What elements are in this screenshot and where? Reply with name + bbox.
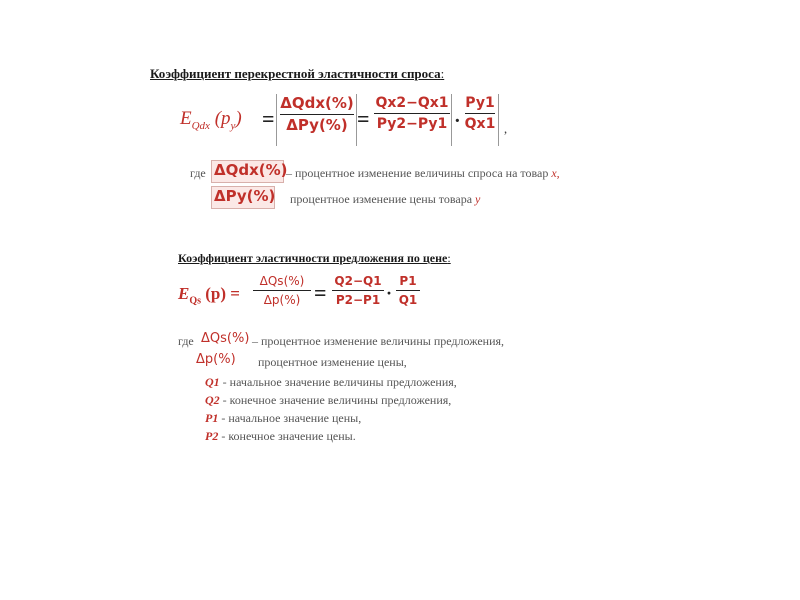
cross-desc2-var: y bbox=[475, 192, 481, 206]
supply-desc2: процентное изменение цены, bbox=[258, 355, 407, 369]
cross-desc2-text: процентное изменение цены товара bbox=[290, 192, 476, 206]
supply-heading-colon: : bbox=[447, 251, 451, 265]
supply-dot: · bbox=[386, 283, 393, 303]
supply-desc1: – процентное изменение величины предложения, bbox=[252, 334, 505, 348]
supply-f1-numerator: ΔQs(%) bbox=[259, 274, 305, 288]
supply-f3-bar bbox=[396, 290, 420, 291]
cross-term1: ΔQdx(%) bbox=[214, 161, 288, 179]
supply-f1-denominator: Δp(%) bbox=[263, 293, 301, 307]
cross-fraction-2 bbox=[374, 96, 450, 131]
cross-term2: ΔPy(%) bbox=[214, 187, 276, 205]
cross-divider-1 bbox=[276, 94, 277, 146]
cross-f1-numerator: ΔQdx(%) bbox=[280, 94, 354, 112]
supply-f2-bar bbox=[332, 290, 384, 291]
supply-fraction-3 bbox=[396, 275, 420, 306]
cross-lhs-arg: (p bbox=[214, 108, 231, 129]
cross-heading-text: Коэффициент перекрестной эластичности спроса bbox=[150, 66, 441, 81]
supply-lhs-E: E bbox=[178, 284, 190, 303]
def-q1-text: - начальное значение величины предложения, bbox=[219, 375, 457, 389]
supply-f2-denominator: P2−P1 bbox=[335, 293, 381, 307]
def-p2-symbol: P2 bbox=[205, 429, 219, 443]
supply-heading-text: Коэффициент эластичности предложения по цене bbox=[178, 251, 448, 265]
supply-def-q2 bbox=[205, 391, 457, 409]
supply-def-q1 bbox=[205, 373, 457, 391]
supply-fraction-1 bbox=[253, 275, 311, 306]
def-p1-symbol: P1 bbox=[205, 411, 219, 425]
def-p2-text: - конечное значение цены. bbox=[218, 429, 356, 443]
supply-fraction-2 bbox=[332, 275, 384, 306]
cross-equals-1: = bbox=[262, 106, 275, 131]
cross-equals-2: = bbox=[357, 106, 370, 131]
cross-lhs-E: E bbox=[180, 108, 192, 129]
supply-f3-denominator: Q1 bbox=[398, 293, 418, 307]
cross-f3-denominator: Qx1 bbox=[464, 116, 496, 132]
cross-dot: · bbox=[454, 110, 461, 132]
cross-lhs-arg-sub: y bbox=[230, 119, 236, 132]
cross-f2-numerator: Qx2−Qx1 bbox=[375, 95, 449, 111]
supply-lhs-sub: Qs bbox=[189, 295, 202, 307]
cross-formula-lhs bbox=[180, 108, 242, 132]
supply-where: где bbox=[178, 334, 194, 348]
cross-desc1-var: x, bbox=[551, 166, 560, 180]
cross-lhs-sub: Qdx bbox=[191, 119, 210, 132]
supply-def-p1 bbox=[205, 409, 457, 427]
cross-f1-denominator: ΔPy(%) bbox=[286, 116, 348, 134]
def-p1-text: - начальное значение цены, bbox=[218, 411, 362, 425]
supply-definitions bbox=[205, 373, 457, 445]
supply-equals: = bbox=[314, 280, 327, 305]
cross-fraction-1 bbox=[280, 96, 354, 133]
cross-f3-bar bbox=[465, 113, 495, 114]
cross-divider-3 bbox=[451, 94, 452, 146]
cross-f2-denominator: Py2−Py1 bbox=[376, 116, 448, 132]
cross-f3-numerator: Py1 bbox=[465, 95, 495, 111]
cross-fraction-3 bbox=[465, 96, 495, 131]
cross-elasticity-heading bbox=[150, 66, 444, 82]
cross-desc2 bbox=[290, 192, 480, 207]
supply-f2-numerator: Q2−Q1 bbox=[334, 274, 382, 288]
def-q2-symbol: Q2 bbox=[205, 393, 220, 407]
def-q1-symbol: Q1 bbox=[205, 375, 220, 389]
supply-lhs-arg: (р) = bbox=[205, 284, 240, 303]
supply-term1: ΔQs(%) bbox=[201, 331, 250, 346]
cross-where: где bbox=[190, 166, 206, 180]
cross-desc1 bbox=[286, 166, 560, 181]
cross-desc1-text: – процентное изменение величины спроса на товар bbox=[286, 166, 552, 180]
cross-lhs-close: ) bbox=[235, 108, 242, 129]
supply-elasticity-heading bbox=[178, 251, 451, 266]
supply-f1-bar bbox=[253, 290, 311, 291]
cross-divider-4 bbox=[498, 94, 499, 146]
cross-heading-colon: : bbox=[440, 66, 445, 81]
supply-f3-numerator: P1 bbox=[399, 274, 417, 288]
supply-def-p2 bbox=[205, 427, 457, 445]
cross-f1-bar bbox=[280, 114, 354, 115]
cross-trailing-comma: , bbox=[504, 122, 508, 136]
def-q2-text: - конечное значение величины предложения, bbox=[219, 393, 452, 407]
supply-term2: Δp(%) bbox=[196, 352, 236, 367]
cross-f2-bar bbox=[374, 113, 450, 114]
supply-formula-lhs bbox=[178, 284, 240, 306]
